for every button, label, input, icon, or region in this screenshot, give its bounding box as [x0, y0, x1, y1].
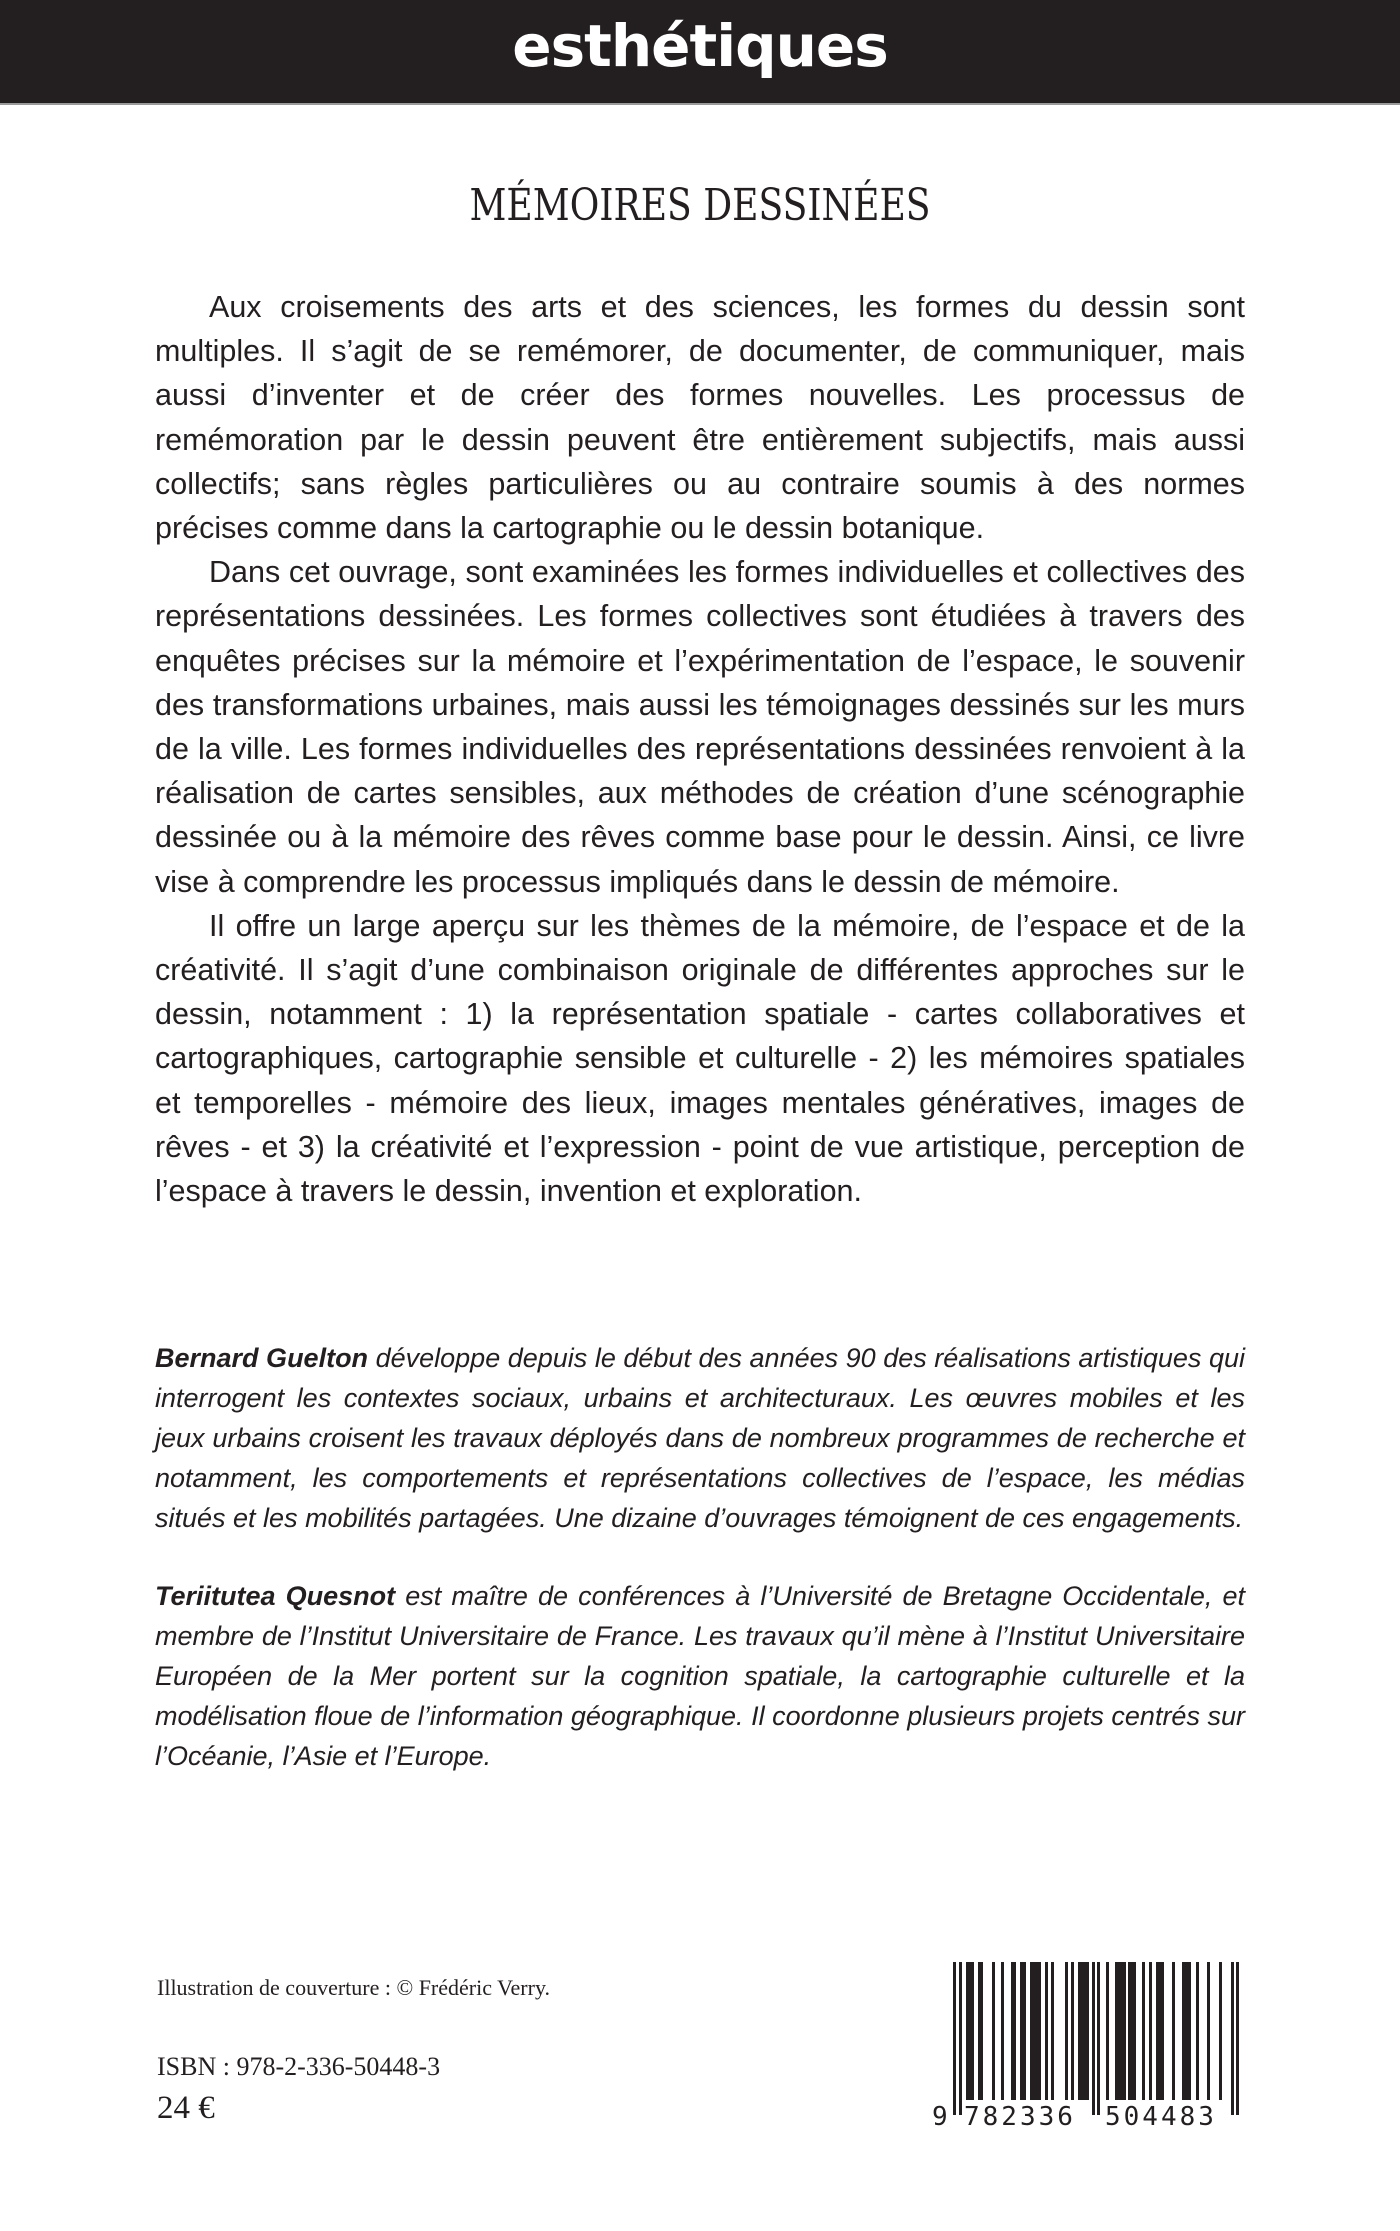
author-name: Teriitutea Quesnot: [155, 1581, 396, 1611]
barcode-first-digit: 9: [932, 2102, 948, 2132]
price: 24 €: [157, 2090, 215, 2126]
author-bio-text: est maître de conférences à l’Université de Bretagne Occidentale, et membre de l’Institut Universitaire de France. Les travaux qu’il mène à l’Institut Universitaire Européen de la Mer portent sur la cognition spatiale, la cartographie culturelle et la modélisation floue de l’information géographique. Il coordonne plusieurs projets centrés sur l’Océanie, l’Asie et l’Europe.: [155, 1581, 1245, 1771]
isbn: ISBN : 978-2-336-50448-3: [157, 2052, 441, 2081]
book-summary: [155, 285, 1245, 1213]
barcode: [930, 1962, 1250, 2132]
barcode-right-digits: 504483: [1105, 2102, 1217, 2132]
summary-paragraph: Aux croisements des arts et des sciences, les formes du dessin sont multiples. Il s’agit de se remémorer, de documenter, de communiquer, mais aussi d’inventer et de créer des formes nouvelles. Les processus de remémoration par le dessin peuvent être entièrement subjectifs, mais aussi collectifs; sans règles particulières ou au contraire soumis à des normes précises comme dans la cartographie ou le dessin botanique.: [155, 290, 1245, 546]
author-bio: [155, 1338, 1245, 1538]
barcode-icon: [930, 1962, 1250, 2132]
author-bios: [155, 1338, 1245, 1814]
illustration-credit: Illustration de couverture : © Frédéric Verry.: [157, 1975, 551, 2000]
book-title: MÉMOIRES DESSINÉES: [469, 180, 931, 231]
summary-paragraph: Dans cet ouvrage, sont examinées les formes individuelles et collectives des représentations dessinées. Les formes collectives sont étudiées à travers des enquêtes précises sur la mémoire et l’expérimentation de l’espace, le souvenir des transformations urbaines, mais aussi les témoignages dessinés sur les murs de la ville. Les formes individuelles des représentations dessinées renvoient à la réalisation de cartes sensibles, aux méthodes de création d’une scénographie dessinée ou à la mémoire des rêves comme base pour le dessin. Ainsi, ce livre vise à comprendre les processus impliqués dans le dessin de mémoire.: [155, 555, 1245, 899]
series-name: esthétiques: [512, 11, 888, 80]
barcode-left-digits: 782336: [964, 2102, 1076, 2132]
author-bio-text: développe depuis le début des années 90 des réalisations artistiques qui interrogent les contextes sociaux, urbains et architecturaux. Les œuvres mobiles et les jeux urbains croisent les travaux déployés dans de nombreux programmes de recherche et notamment, les comportements et représentations collectives de l’espace, les médias situés et les mobilités partagées. Une dizaine d’ouvrages témoignent de ces engagements.: [155, 1343, 1245, 1533]
summary-paragraph: Il offre un large aperçu sur les thèmes de la mémoire, de l’espace et de la créativité. Il s’agit d’une combinaison originale de différentes approches sur le dessin, notamment : 1) la représentation spatiale - cartes collaboratives et cartographiques, cartographie sensible et culturelle - 2) les mémoires spatiales et temporelles - mémoire des lieux, images mentales génératives, images de rêves - et 3) la créativité et l’expression - point de vue artistique, perception de l’espace à travers le dessin, invention et exploration.: [155, 908, 1245, 1209]
author-name: Bernard Guelton: [155, 1343, 369, 1373]
author-bio: [155, 1576, 1245, 1776]
series-banner: [0, 0, 1400, 105]
